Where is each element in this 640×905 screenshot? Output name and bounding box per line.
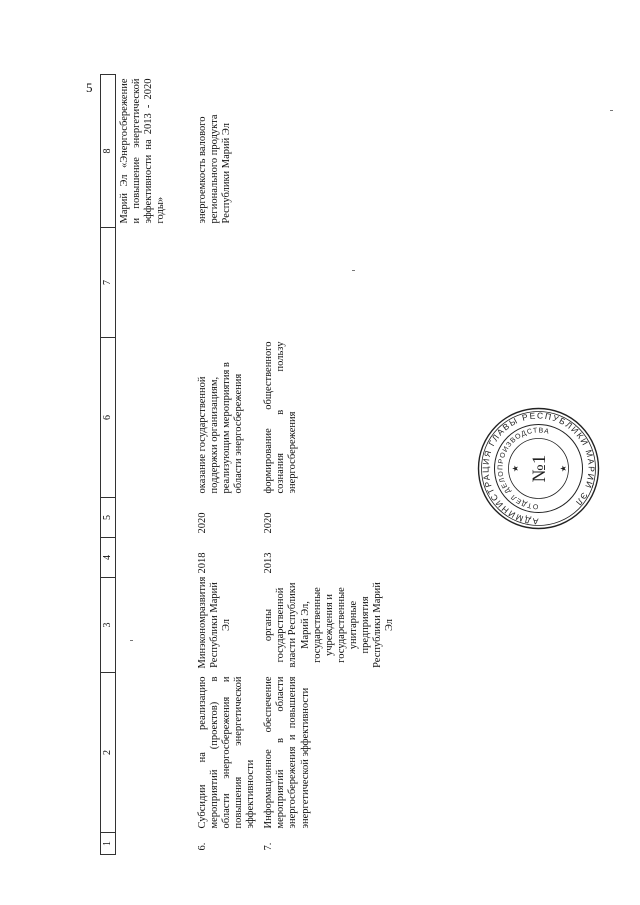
- seal-number: №1: [529, 454, 550, 483]
- seal-inner-text: ОТДЕЛ ДЕЛОПРОИЗВОДСТВА: [497, 427, 551, 510]
- table-row: [260, 75, 399, 855]
- header-col-1: 1: [101, 833, 116, 855]
- scan-dot: [610, 110, 613, 111]
- executor: Минэкономразвития Республики Марий Эл: [197, 576, 233, 669]
- header-col-6: 6: [101, 338, 116, 498]
- header-col-3: 3: [101, 578, 116, 673]
- start-year: 2018: [197, 552, 208, 574]
- header-col-5: 5: [101, 498, 116, 538]
- page-number: 5: [86, 80, 93, 95]
- measure-name: Информационное обеспечение мероприятий в области энергосбережения и повышения энергетической эффективности: [263, 676, 311, 829]
- measures-table: [100, 74, 399, 855]
- row-number: 7.: [263, 842, 275, 851]
- header-col-8: 8: [101, 75, 116, 228]
- start-year: 2013: [263, 552, 275, 574]
- official-seal-icon: [476, 406, 601, 531]
- header-col-2: 2: [101, 673, 116, 833]
- svg-text:★: ★: [559, 464, 568, 473]
- col7-cell: [260, 228, 399, 338]
- continuation-row: [116, 75, 195, 855]
- header-col-4: 4: [101, 538, 116, 578]
- table-row: [194, 75, 260, 855]
- indicator: энергоемкость валового регионального продукта Республики Марий Эл: [197, 114, 233, 224]
- header-row: [101, 75, 116, 855]
- measure-name: Субсидии на реализацию мероприятий (проектов) в области энергосбережения и повышения энергетической эффективности: [197, 676, 257, 829]
- expected-result: формирование общественного сознания в пользу энергосбережения: [263, 341, 299, 494]
- col7-cell: [194, 228, 260, 338]
- executor: органы государственной власти Республики Марий Эл, государственные учреждения и государственные унитарные предприятия Республики Марий Эл: [263, 582, 395, 668]
- scan-dot: [352, 270, 355, 271]
- seal-outer-text: АДМИНИСТРАЦИЯ ГЛАВЫ РЕСПУБЛИКИ МАРИЙ ЭЛ: [480, 410, 597, 527]
- scan-dot: [130, 640, 133, 641]
- end-year: 2020: [197, 512, 208, 534]
- end-year: 2020: [263, 512, 275, 534]
- indicator: [260, 75, 399, 228]
- svg-text:★: ★: [511, 464, 520, 473]
- header-col-7: 7: [101, 228, 116, 338]
- row-number: 6.: [197, 842, 208, 851]
- continuation-program-name: Марий Эл «Энергосбережение и повышение энергетической эффективности на 2013 - 2020 годы»: [119, 78, 167, 224]
- expected-result: оказание государственной поддержки организациям, реализующим мероприятия в области энергосбережения: [197, 362, 245, 494]
